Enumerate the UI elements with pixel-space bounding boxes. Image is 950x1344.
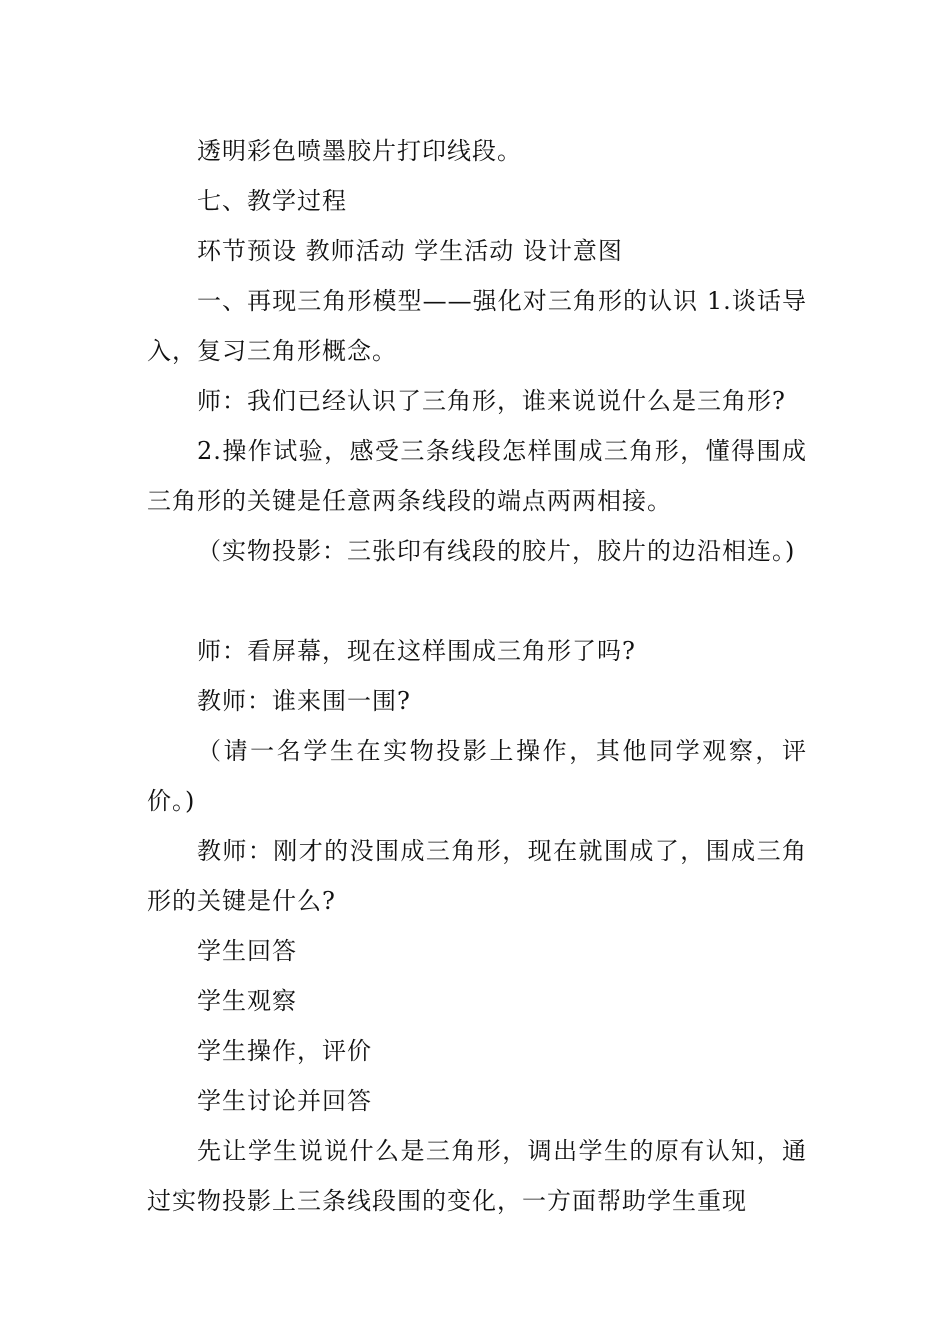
paragraph-student-answer: 学生回答 xyxy=(197,937,297,965)
paragraph-student-observe: 学生观察 xyxy=(197,987,297,1015)
paragraph-section-one: 一、再现三角形模型——强化对三角形的认识 1.谈话导入，复习三角形概念。 xyxy=(147,287,807,365)
paragraph-teacher-question-4: 教师：刚才的没围成三角形，现在就围成了，围成三角形的关键是什么? xyxy=(147,837,807,915)
paragraph-teacher-question-3: 教师：谁来围一围? xyxy=(197,687,411,715)
paragraph-student-operation-note: （请一名学生在实物投影上操作，其他同学观察，评价。) xyxy=(147,737,807,815)
paragraph-operation-test: 2.操作试验，感受三条线段怎样围成三角形，懂得围成三角形的关键是任意两条线段的端点两两相接。 xyxy=(147,437,807,515)
paragraph-teacher-question-2: 师：看屏幕，现在这样围成三角形了吗? xyxy=(197,637,636,665)
paragraph-student-discuss: 学生讨论并回答 xyxy=(197,1087,372,1115)
paragraph-teacher-question-1: 师：我们已经认识了三角形，谁来说说什么是三角形? xyxy=(197,387,786,415)
paragraph-projection-note: （实物投影：三张印有线段的胶片，胶片的边沿相连。) xyxy=(197,537,796,565)
heading-teaching-process: 七、教学过程 xyxy=(197,187,347,215)
paragraph-student-operate: 学生操作，评价 xyxy=(197,1037,372,1065)
paragraph-table-header: 环节预设 教师活动 学生活动 设计意图 xyxy=(197,237,623,265)
paragraph-material: 透明彩色喷墨胶片打印线段。 xyxy=(197,137,522,165)
paragraph-design-intent: 先让学生说说什么是三角形，调出学生的原有认知，通过实物投影上三条线段围的变化，一方面帮助学生重现 xyxy=(147,1137,807,1215)
